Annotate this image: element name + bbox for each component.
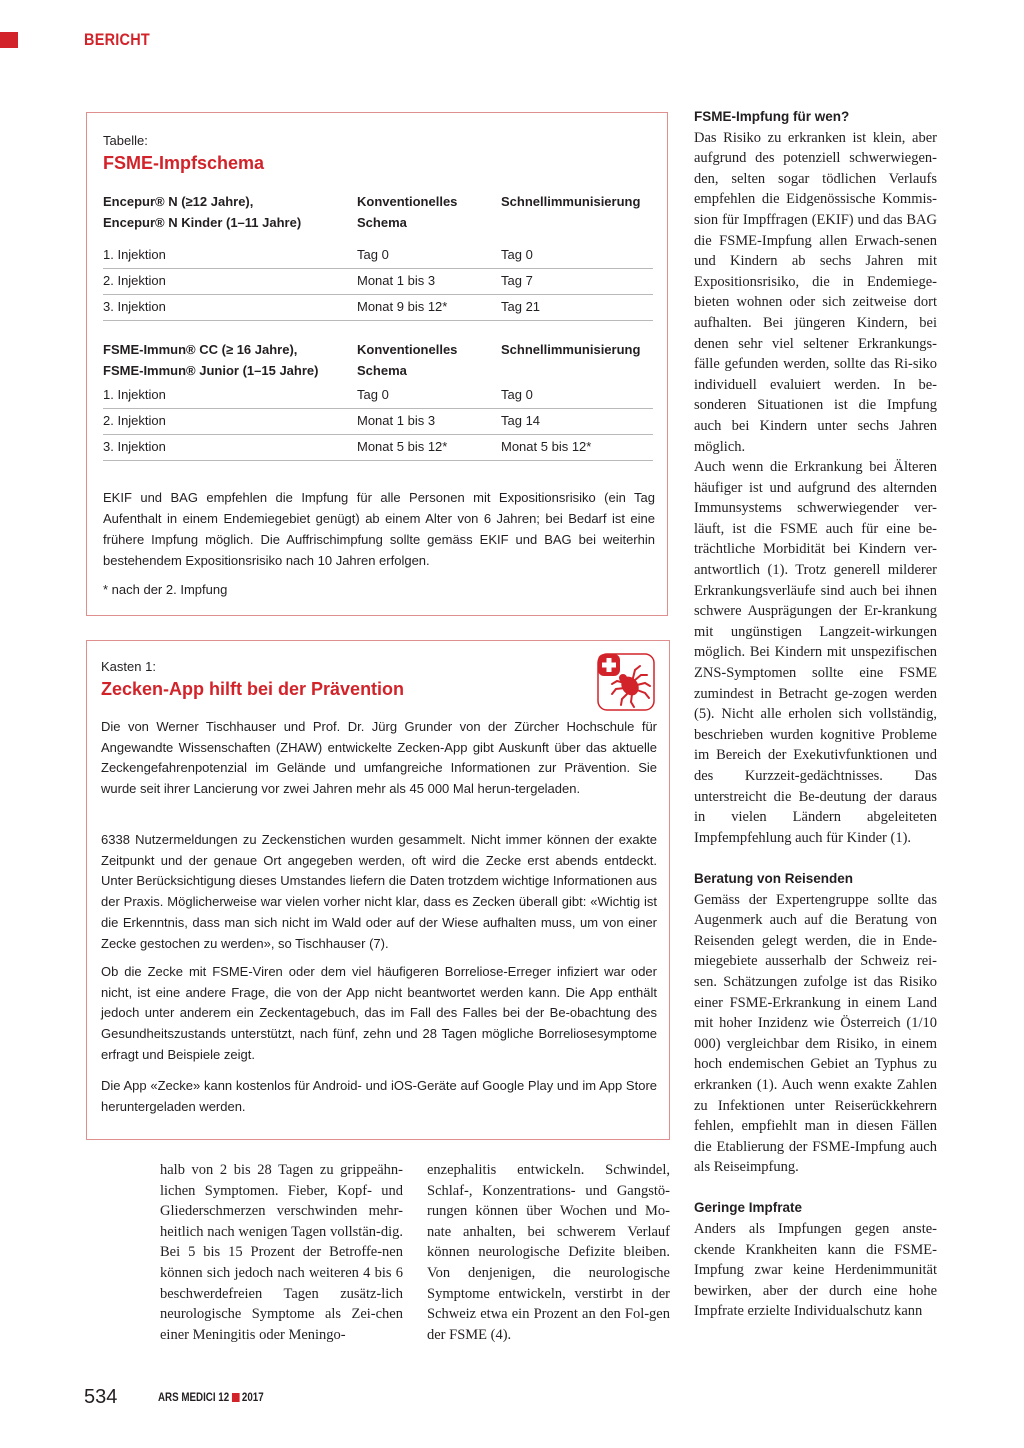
- body-paragraph: Gemäss der Expertengruppe sollte das Augenmerk auch auf die Beratung von Reisenden gelegt werden, die in Ende-miegebiete ausserhalb der Schweiz rei-sen. Schätzungen zufolge ist das Risiko einer FSME-Erkrankung in einem Land mit hoher Inzidenz wie Österreich (1/10 000) vergleichbar dem Risiko, in einem hoch endemischen Gebiet an Typhus zu erkranken (1). Auch wenn exakte Zahlen zu Infektionen unter Reiserückkehrern fehlen, empfiehlt man in diesen Fällen die Etablierung der FSME-Impfung auch als Reiseimpfung.: [694, 891, 937, 1176]
- section-heading: Beratung von Reisenden: [694, 870, 854, 886]
- header-cell: FSME-Immun® Junior (1–15 Jahre): [103, 363, 319, 378]
- table-row: [103, 435, 653, 461]
- info-paragraph: 6338 Nutzermeldungen zu Zeckenstichen wurden gesammelt. Nicht immer können der exakte Zeitpunkt und der genaue Ort angegeben werden, oft wird die Zecke erst abends entdeckt. Unter Berücksichtigung dieses Umstandes liefern die Daten trotzdem wichtige Informationen aus der Praxis. Möglicherweise war vielen vorher nicht klar, dass es Zecken überall gibt: «Wichtig ist die Erkenntnis, dass man sich nicht im Wald oder auf der Wiese aufhalten muss, um von einer Zecke gestochen zu werden», so Tischhauser (7).: [101, 832, 657, 951]
- header-cell: Encepur® N (≥12 Jahre),: [103, 194, 254, 209]
- box-kicker: Tabelle:: [103, 133, 148, 148]
- header-cell: Encepur® N Kinder (1–11 Jahre): [103, 215, 302, 230]
- table-header: [103, 339, 653, 383]
- table-cell: 1. Injektion: [103, 387, 166, 402]
- info-paragraph: Ob die Zecke mit FSME-Viren oder dem viel häufigeren Borreliose-Erreger infiziert war oder nicht, ist eine andere Frage, die von der App nicht beantwortet werden kann. Die App enthält jedoch unter anderem ein Zeckentagebuch, das im Fall des Falles bei der Be-obachtung des Gesundheitszustands unterstützt, nach fünf, zehn und 28 Tagen mögliche Borreliosesymptome erfragt und Beispiele zeigt.: [101, 964, 657, 1062]
- header-cell: Schnellimmunisierung: [501, 342, 641, 357]
- table-cell: Tag 14: [501, 413, 541, 428]
- table-cell: Tag 0: [357, 247, 389, 262]
- schedule-table-fsme-immun: [103, 339, 653, 461]
- body-column-3: [694, 107, 937, 1322]
- header-cell: Schnellimmunisierung: [501, 194, 641, 209]
- section-heading: FSME-Impfung für wen?: [694, 109, 850, 124]
- table-row: [103, 243, 653, 269]
- recommendation-note: EKIF und BAG empfehlen die Impfung für alle Personen mit Expositionsrisiko (ein Tag Aufenthalt in einem Endemiegebiet genügt) ab einem Alter von 6 Jahren; bei Bedarf ist eine frühere Impfung möglich. Die Auffrischimpfung sollte gemäss EKIF und BAG bei weiterhin bestehendem Expositionsrisiko nach 10 Jahren erfolgen.: [103, 490, 655, 568]
- table-cell: Tag 21: [501, 299, 541, 314]
- schedule-table-encepur: [103, 191, 653, 321]
- table-row: [103, 295, 653, 321]
- table-cell: Tag 0: [501, 247, 533, 262]
- body-paragraph: enzephalitis entwickeln. Schwindel, Schlaf-, Konzentrations- und Gangstö-rungen können über Wochen und Mo-nate anhalten, bei schwerem Verlauf können neurologische Defizite bleiben. Von denjenigen, die neurologische Symptome entwickeln, verstirbt in der Schweiz etwa ein Prozent an den Fol-gen der FSME (4).: [427, 1162, 670, 1343]
- header-cell: Schema: [357, 215, 407, 230]
- footnote: * nach der 2. Impfung: [103, 582, 228, 597]
- box-title: FSME-Impfschema: [103, 153, 265, 173]
- tick-app-box: [86, 640, 670, 1140]
- section-heading: Geringe Impfrate: [694, 1200, 803, 1216]
- header-cell: Schema: [357, 363, 407, 378]
- journal-name: ARS MEDICI 12: [158, 1392, 230, 1404]
- journal-year: 2017: [241, 1392, 264, 1404]
- journal-footer: [158, 1392, 264, 1404]
- body-column-1: [160, 1160, 403, 1345]
- table-cell: 3. Injektion: [103, 299, 166, 314]
- table-cell: Tag 7: [501, 273, 533, 288]
- body-column-2: [427, 1160, 670, 1345]
- table-header: [103, 191, 653, 235]
- table-row: [103, 383, 653, 409]
- footer-separator: [232, 1393, 240, 1402]
- table-cell: 2. Injektion: [103, 413, 166, 428]
- table-row: [103, 409, 653, 435]
- page-number: 534: [84, 1386, 118, 1408]
- table-cell: Tag 0: [357, 387, 389, 402]
- table-cell: 2. Injektion: [103, 273, 166, 288]
- header-cell: Konventionelles: [357, 342, 458, 357]
- table-cell: Monat 1 bis 3: [357, 273, 436, 288]
- section-label: BERICHT: [84, 30, 151, 49]
- box-title: Zecken-App hilft bei der Prävention: [101, 679, 405, 699]
- table-cell: 3. Injektion: [103, 439, 166, 454]
- section-marker: [0, 32, 18, 48]
- table-cell: Tag 0: [501, 387, 533, 402]
- vaccination-schedule-box: [86, 112, 668, 616]
- box-kicker: Kasten 1:: [101, 659, 156, 674]
- info-paragraph: Die App «Zecke» kann kostenlos für Android- und iOS-Geräte auf Google Play und im App Store heruntergeladen werden.: [101, 1078, 657, 1114]
- header-cell: FSME-Immun® CC (≥ 16 Jahre),: [103, 342, 298, 357]
- table-cell: Monat 5 bis 12*: [357, 439, 448, 454]
- body-paragraph: halb von 2 bis 28 Tagen zu grippeähn-lichen Symptomen. Fieber, Kopf- und Gliederschmerzen verschwinden mehr-heitlich nach wenigen Tagen vollstän-dig. Bei 5 bis 15 Prozent der Betroffe-nen können sich jedoch nach weiteren 4 bis 6 beschwerdefreien Tagen zusätz-lich neurologische Symptome als Zei-chen einer Meningitis oder Meningo-: [160, 1162, 403, 1343]
- table-cell: Monat 9 bis 12*: [357, 299, 448, 314]
- table-row: [103, 269, 653, 295]
- table-cell: Monat 1 bis 3: [357, 413, 436, 428]
- info-paragraph: Die von Werner Tischhauser und Prof. Dr. Jürg Grunder von der Zürcher Hochschule für Angewandte Wissenschaften (ZHAW) entwickelte Zecken-App gibt Auskunft über das aktuelle Zeckengefahrenpotenzial im Gelände und umfangreiche Informationen zur Prävention. Sie wurde seit ihrer Lancierung vor zwei Jahren mehr als 45 000 Mal herun-tergeladen.: [101, 719, 657, 797]
- body-paragraph: Anders als Impfungen gegen anste-ckende Krankheiten kann die FSME-Impfung zwar keine Herdenimmunität bewirken, aber der durch eine hohe Impfrate erzielte Individualschutz kann: [694, 1221, 937, 1320]
- body-paragraph: Auch wenn die Erkrankung bei Älteren häufiger ist und aufgrund des alternden Immunsystems schwerwiegender ver-läuft, ist die FSME auch für eine be-trächtliche Morbidität bei Kindern ver-antwortlich (1). Trotz generell milderer Erkrankungsverläufe sind auch bei ihnen schwere Ausprägungen der Er-krankung mit ungünstigen Langzeit-wirkungen möglich. Bei Kindern mit unspezifischen ZNS-Symptomen sollte eine FSME zumindest in Betracht ge-zogen werden (5). Nicht alle erholen sich vollständig, beschrieben wurden kognitive Probleme im Bereich der Exekutivfunktionen und des Kurzzeit-gedächtnisses. Das unterstreicht die Be-deutung der daraus in vielen Ländern abgeleiteten Impfempfehlung auch für Kinder (1).: [694, 459, 937, 846]
- body-paragraph: Das Risiko zu erkranken ist klein, aber aufgrund des potenziell schwerwiegen-den, selten sogar tödlichen Verlaufs empfehlen die Eidgenössische Kommis-sion für Impffragen (EKIF) und das BAG die FSME-Impfung allen Erwach-senen und Kindern ab sechs Jahren mit Expositionsrisiko, die in Endemiege-bieten wohnen oder sich zeitweise dort aufhalten. Bei jüngeren Kindern, bei denen sehr viel seltener Erkrankungs-fälle gefunden werden, sollte das Ri-siko individuell evaluiert werden. In be-sonderen Situationen ist die Impfung auch bei Kindern unter sechs Jahren möglich.: [694, 129, 937, 455]
- table-cell: Monat 5 bis 12*: [501, 439, 592, 454]
- table-cell: 1. Injektion: [103, 247, 166, 262]
- header-cell: Konventionelles: [357, 194, 458, 209]
- tick-swiss-cross-icon: [597, 653, 655, 711]
